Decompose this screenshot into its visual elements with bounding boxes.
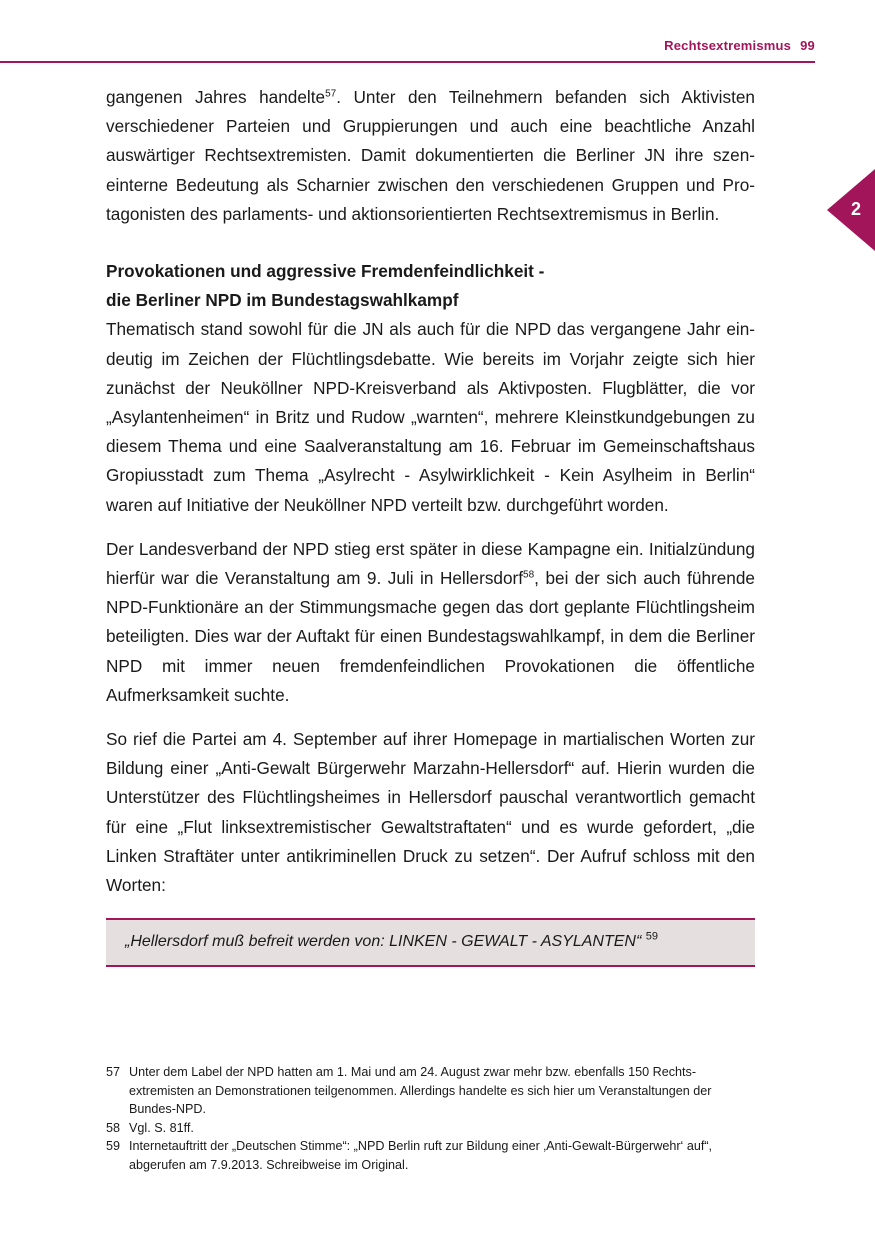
paragraph-3-text-a: Der Landesverband der NPD stieg erst später in diese Kampagne ein. Initialzündung hierfür war die Veranstaltung am 9. Juli in Hellersdorf — [106, 538, 755, 589]
footnote-58 — [106, 1119, 756, 1138]
page-number: 99 — [800, 38, 815, 53]
header-section-title: Rechtsextremismus — [664, 38, 792, 53]
paragraph-1 — [106, 83, 755, 229]
paragraph-1-text-a: gangenen Jahres handelte — [106, 87, 326, 107]
paragraph-1-text-b: . Unter den Teilnehmern befanden sich Aktivisten verschiedener Parteien und Gruppierungen und auch eine beachtliche Anzahl auswärtiger Rechtsextremisten. Damit dokumentierten die Berliner JN ihre szeneinterne Bedeutung als Scharnier zwischen den verschiedenen Gruppen und Protagonisten des parlaments- und aktionsorientierten Rechtsextremismus in Berlin. — [106, 87, 755, 224]
section-heading — [106, 257, 755, 315]
footnote-59 — [106, 1137, 756, 1174]
body-text — [106, 83, 755, 900]
quote-text: „Hellersdorf muß befreit werden von: LINKEN - GEWALT - ASYLANTEN“ — [125, 933, 642, 950]
footnote-ref-57: 57 — [325, 88, 337, 100]
heading-line-2: die Berliner NPD im Bundestagswahlkampf — [106, 290, 459, 311]
paragraph-2: Thematisch stand sowohl für die JN als auch für die NPD das vergangene Jahr eindeutig im Zeichen der Flüchtlingsdebatte. Wie bereits im Vorjahr zeigte sich hier zunächst der Neuköllner NPD-Kreisverband als Aktivposten. Flugblätter, die vor „Asylantenheimen“ in Britz und Rudow „warnten“, mehrere Kleinstkundgebungen zu diesem Thema und eine Saalveranstaltung am 16. Februar im Gemeinschaftshaus Gropiusstadt zum Thema „Asylrecht - Asylwirklichkeit - Kein Asylheim in Berlin“ waren auf Initiative der Neuköllner NPD verteilt bzw. durchgeführt worden. — [106, 319, 755, 515]
paragraph-4: So rief die Partei am 4. September auf ihrer Homepage in martialischen Worten zur Bildung einer „Anti-Gewalt Bürgerwehr Marzahn-Hellersdorf“ auf. Hierin wurden die Unterstützer des Flüchtlingsheimes in Hellersdorf pauschal verantwortlich gemacht für eine „Flut linksextremistischer Gewaltstraftaten“ und es wurde gefordert, „die Linken Straftäter unter antikriminellen Druck zu setzen“. Der Aufruf schloss mit den Worten: — [106, 729, 755, 896]
footnote-57 — [106, 1063, 756, 1119]
chapter-number: 2 — [850, 199, 861, 219]
header-rule — [0, 61, 815, 63]
footnote-number: 59 — [106, 1139, 121, 1154]
paragraph-3-text-b: , bei der sich auch führende NPD-Funktionäre an der Stimmungsmache gegen das dort geplante Flüchtlingsheim beteiligten. Dies war der Auftakt für einen Bundestagswahlkampf, in dem die Berliner NPD mit immer neuen fremdenfeindlichen Provokationen die öffentliche Aufmerksamkeit suchte. — [106, 568, 755, 705]
footnote-ref-58: 58 — [523, 569, 535, 581]
footnote-text: Internetauftritt der „Deutschen Stimme“: „NPD Berlin ruft zur Bildung einer ‚Anti-Gewalt-Bürgerwehr‘ auf“, abgerufen am 7.9.2013. Schreibweise im Original. — [129, 1139, 713, 1172]
running-header — [664, 38, 815, 53]
footnote-number: 57 — [106, 1065, 121, 1079]
paragraph-3 — [106, 535, 755, 710]
quote — [125, 930, 658, 951]
footnote-text: Vgl. S. 81ff. — [129, 1120, 194, 1135]
footnote-text: Unter dem Label der NPD hatten am 1. Mai und am 24. August zwar mehr bzw. ebenfalls 150 Rechtsextremisten an Demonstrationen teilgenommen. Allerdings handelte es sich hier um Veranstaltungen der Bundes-NPD. — [129, 1065, 712, 1117]
quote-box — [106, 918, 755, 967]
footnote-ref-59: 59 — [645, 930, 658, 943]
footnote-number: 58 — [106, 1120, 121, 1135]
heading-line-1: Provokationen und aggressive Fremdenfeindlichkeit - — [106, 261, 545, 282]
footnotes — [106, 1063, 756, 1175]
